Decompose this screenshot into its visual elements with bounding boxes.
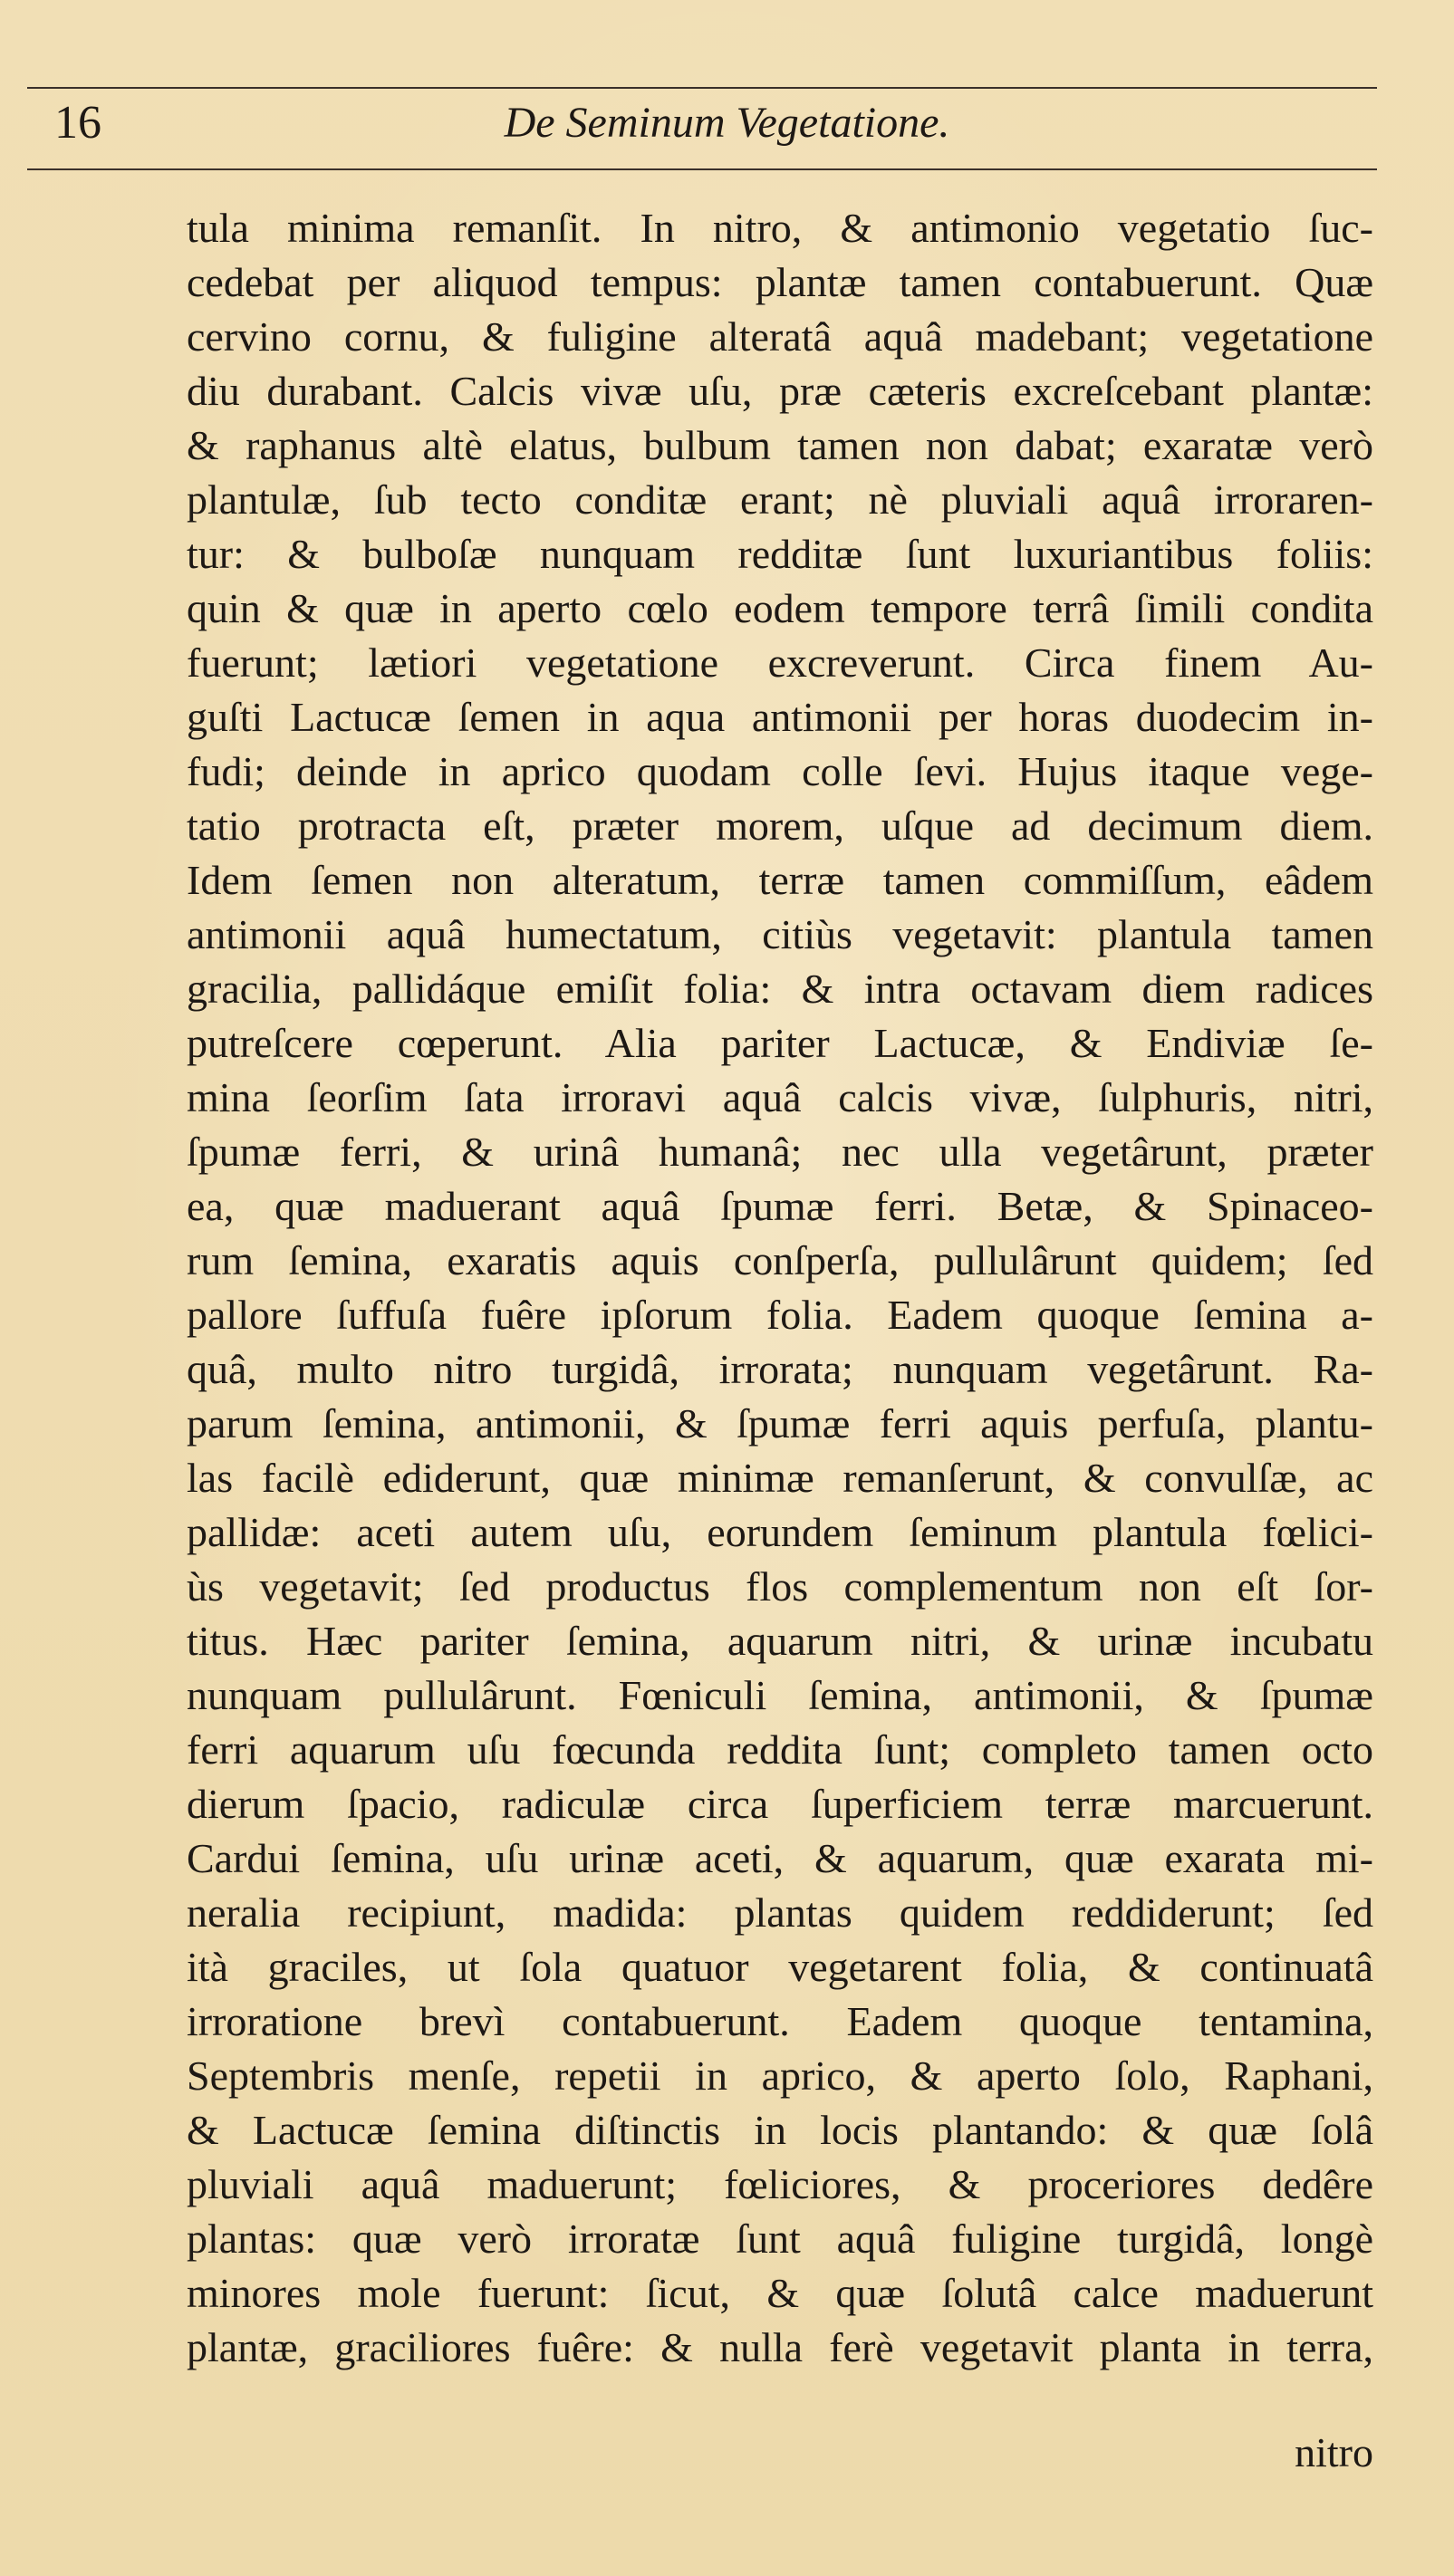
text-line: Idem ſemen non alteratum, terræ tamen commiſſum, eâdem — [187, 857, 1373, 903]
text-line: fudi; deinde in aprico quodam colle ſevi. Hujus itaque vege- — [187, 748, 1373, 794]
text-line: tula minima remanſit. In nitro, & antimonio vegetatio ſuc- — [187, 205, 1373, 251]
text-line: ità graciles, ut ſola quatuor vegetarent folia, & continuatâ — [187, 1944, 1373, 1990]
text-line: rum ſemina, exaratis aquis conſperſa, pullulârunt quidem; ſed — [187, 1237, 1373, 1283]
page-number: 16 — [54, 97, 101, 149]
text-line: & raphanus altè elatus, bulbum tamen non dabat; exaratæ verò — [187, 422, 1373, 468]
text-line: las facilè ediderunt, quæ minimæ remanſerunt, & convulſæ, ac — [187, 1455, 1373, 1501]
body-text — [187, 201, 1373, 2375]
text-line: plantæ, graciliores fuêre: & nulla ferè vegetavit planta in terra, — [187, 2324, 1373, 2370]
header-rule-top — [27, 87, 1377, 89]
text-line: pallidæ: aceti autem uſu, eorundem ſeminum plantula fœlici- — [187, 1509, 1373, 1555]
text-line: guſti Lactucæ ſemen in aqua antimonii per horas duodecim in- — [187, 694, 1373, 740]
text-line: Cardui ſemina, uſu urinæ aceti, & aquarum, quæ exarata mi- — [187, 1835, 1373, 1881]
text-line: neralia recipiunt, madida: plantas quidem reddiderunt; ſed — [187, 1889, 1373, 1936]
text-line: putreſcere cœperunt. Alia pariter Lactucæ, & Endiviæ ſe- — [187, 1020, 1373, 1066]
text-line: titus. Hæc pariter ſemina, aquarum nitri, & urinæ incubatu — [187, 1618, 1373, 1664]
text-line: ferri aquarum uſu fœcunda reddita ſunt; completo tamen octo — [187, 1726, 1373, 1773]
catchword: nitro — [1295, 2429, 1373, 2475]
text-line: ſpumæ ferri, & urinâ humanâ; nec ulla vegetârunt, præter — [187, 1129, 1373, 1175]
text-line: & Lactucæ ſemina diſtinctis in locis plantando: & quæ ſolâ — [187, 2107, 1373, 2153]
text-line: mina ſeorſim ſata irroravi aquâ calcis vivæ, ſulphuris, nitri, — [187, 1074, 1373, 1120]
text-line: pluviali aquâ maduerunt; fœliciores, & proceriores dedêre — [187, 2161, 1373, 2207]
text-line: plantulæ, ſub tecto conditæ erant; nè pluviali aquâ irroraren- — [187, 476, 1373, 523]
text-line: antimonii aquâ humectatum, citiùs vegetavit: plantula tamen — [187, 911, 1373, 957]
text-line: pallore ſuffuſa fuêre ipſorum folia. Eadem quoque ſemina a- — [187, 1292, 1373, 1338]
text-line: minores mole fuerunt: ſicut, & quæ ſolutâ calce maduerunt — [187, 2270, 1373, 2316]
text-line: ùs vegetavit; ſed productus flos complementum non eſt ſor- — [187, 1563, 1373, 1610]
text-line: parum ſemina, antimonii, & ſpumæ ferri aquis perfuſa, plantu- — [187, 1400, 1373, 1447]
text-line: fuerunt; lætiori vegetatione excreverunt. Circa finem Au- — [187, 639, 1373, 686]
running-title: De Seminum Vegetatione. — [504, 99, 950, 147]
header-rule-bottom — [27, 168, 1377, 170]
text-line: Septembris menſe, repetii in aprico, & aperto ſolo, Raphani, — [187, 2052, 1373, 2099]
text-line: tatio protracta eſt, præter morem, uſque ad decimum diem. — [187, 803, 1373, 849]
text-line: cervino cornu, & fuligine alteratâ aquâ madebant; vegetatione — [187, 313, 1373, 360]
text-line: dierum ſpacio, radiculæ circa ſuperficiem terræ marcuerunt. — [187, 1781, 1373, 1827]
text-line: quin & quæ in aperto cœlo eodem tempore terrâ ſimili condita — [187, 585, 1373, 631]
text-line: gracilia, pallidáque emiſit folia: & intra octavam diem radices — [187, 966, 1373, 1012]
text-line: irroratione brevì contabuerunt. Eadem quoque tentamina, — [187, 1998, 1373, 2044]
text-line: cedebat per aliquod tempus: plantæ tamen contabuerunt. Quæ — [187, 259, 1373, 305]
text-line: nunquam pullulârunt. Fœniculi ſemina, antimonii, & ſpumæ — [187, 1672, 1373, 1718]
text-line: diu durabant. Calcis vivæ uſu, præ cæteris excreſcebant plantæ: — [187, 368, 1373, 414]
text-line: plantas: quæ verò irroratæ ſunt aquâ fuligine turgidâ, longè — [187, 2216, 1373, 2262]
text-line: ea, quæ maduerant aquâ ſpumæ ferri. Betæ, & Spinaceo- — [187, 1183, 1373, 1229]
text-line: tur: & bulboſæ nunquam redditæ ſunt luxuriantibus foliis: — [187, 531, 1373, 577]
text-line: quâ, multo nitro turgidâ, irrorata; nunquam vegetârunt. Ra- — [187, 1346, 1373, 1392]
